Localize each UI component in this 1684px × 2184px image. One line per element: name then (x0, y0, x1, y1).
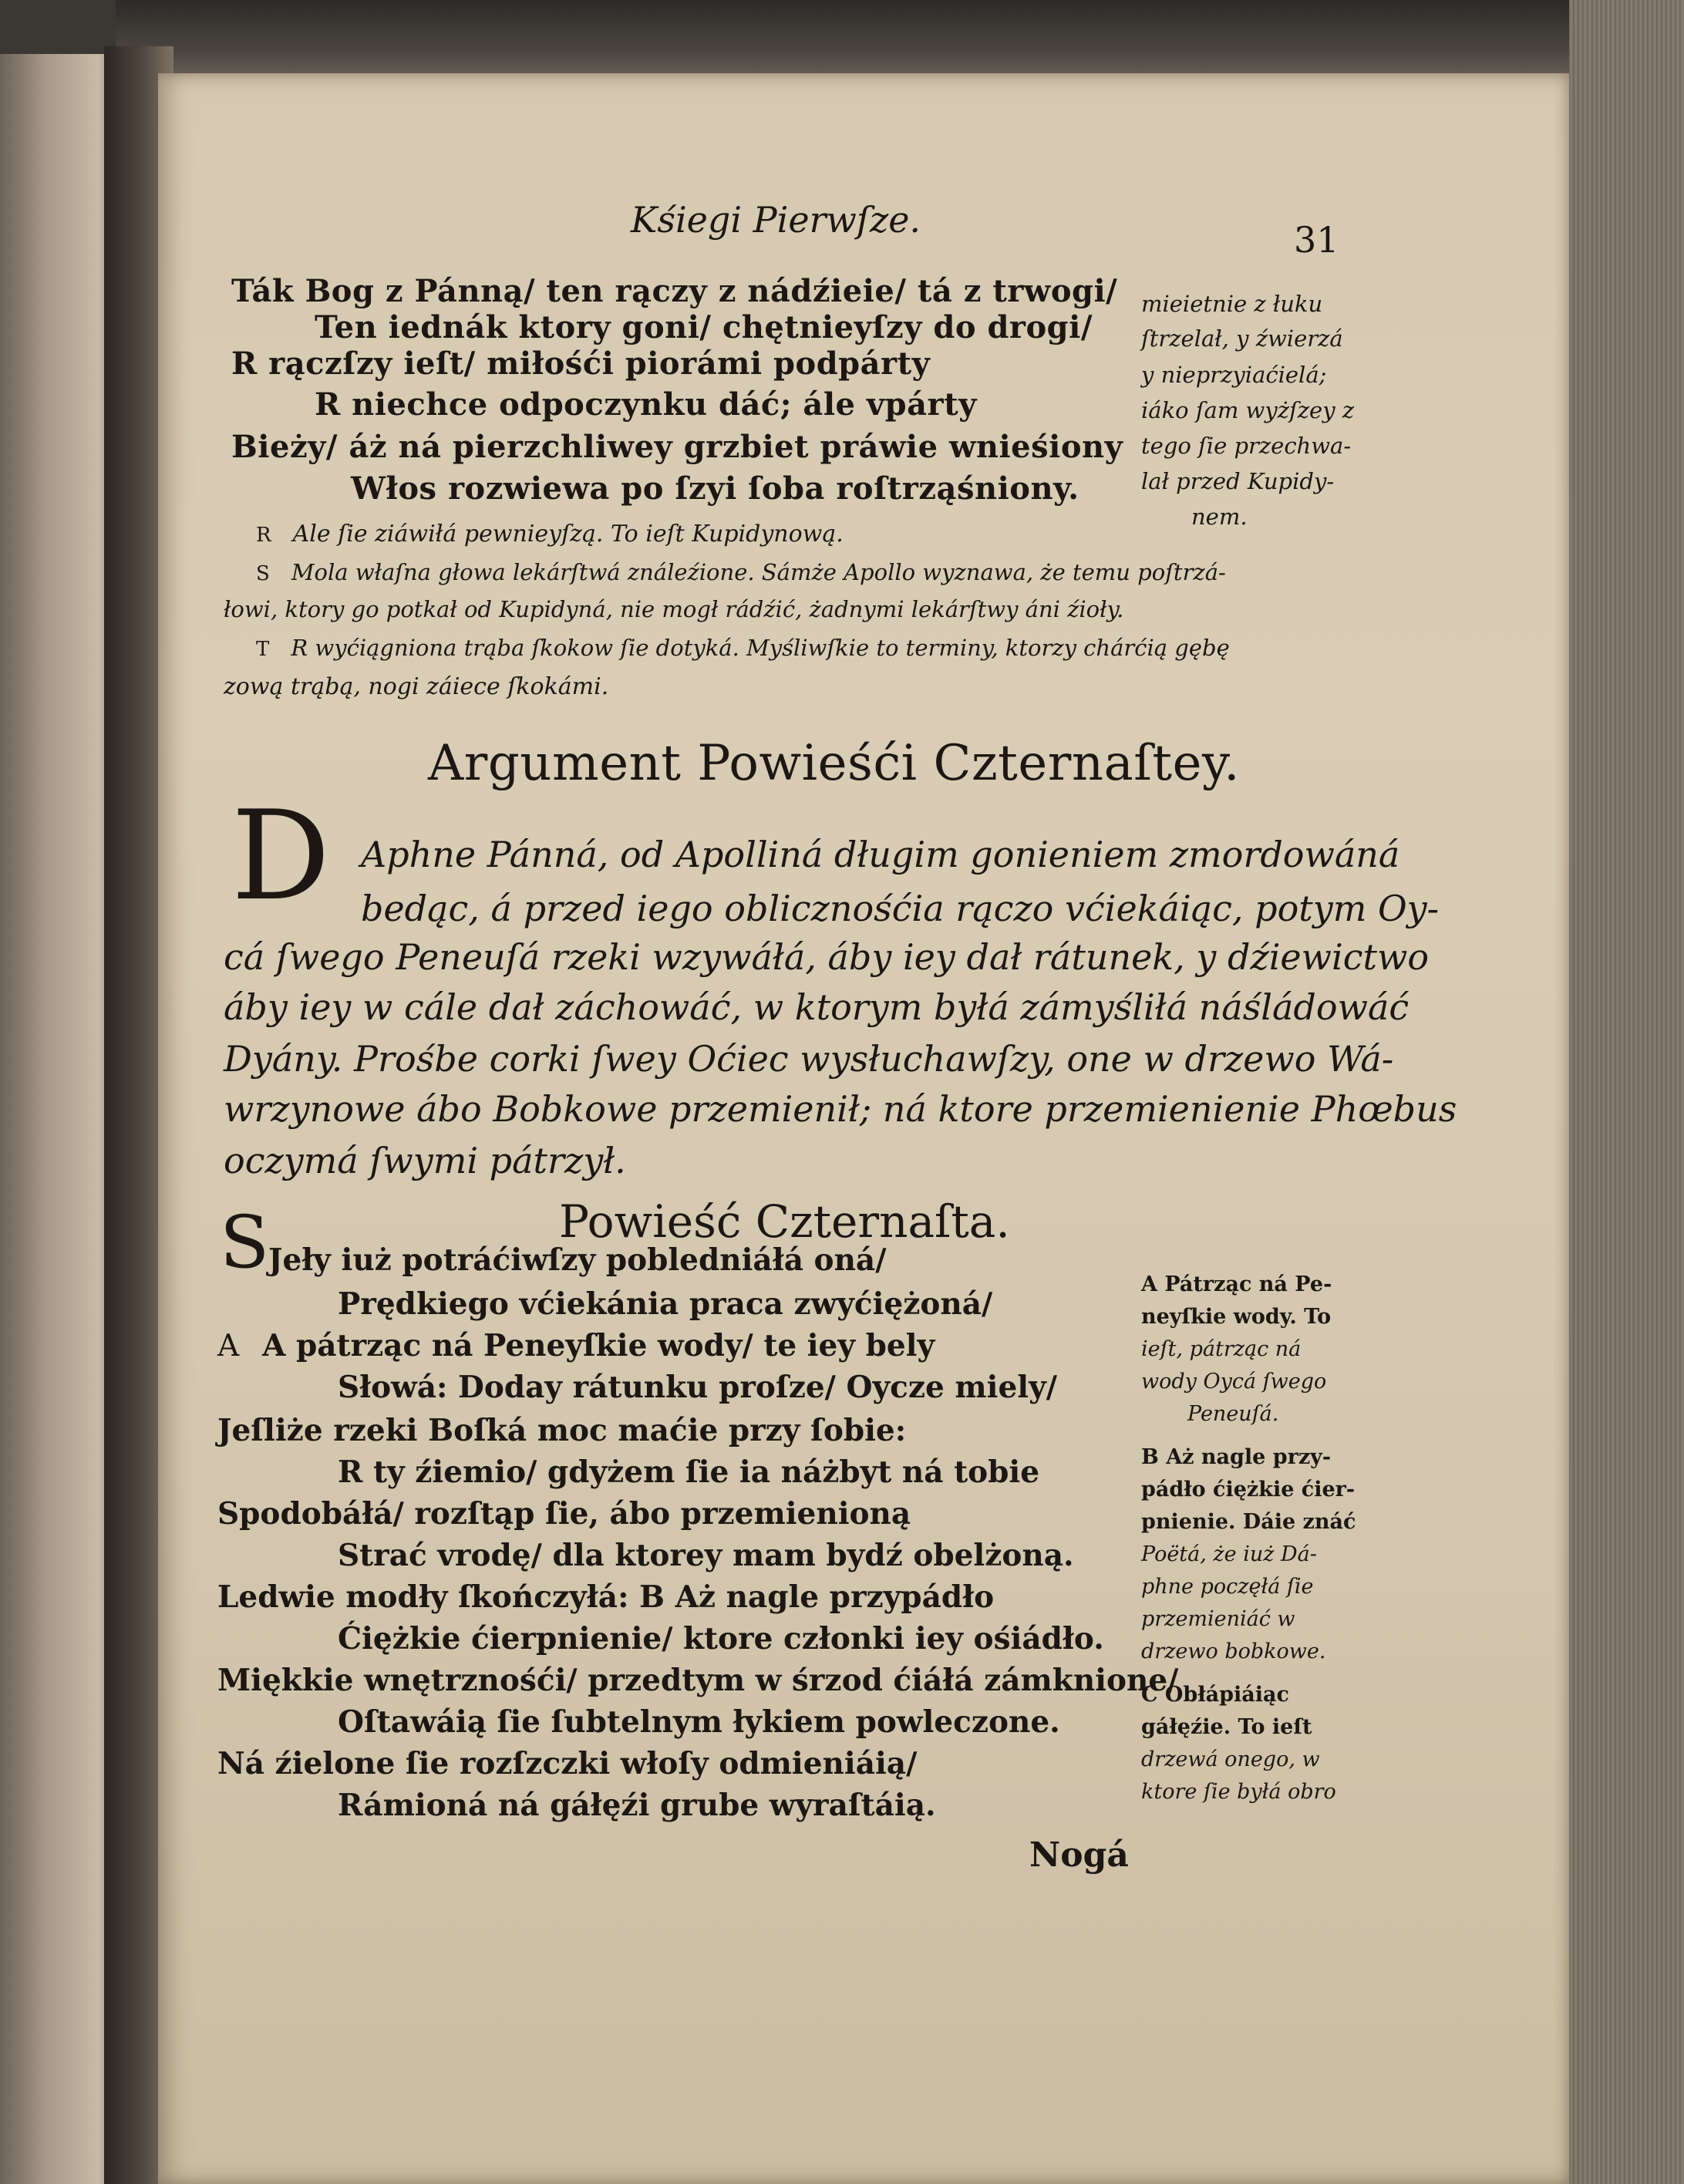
verse-line: Ná źielone ſie rozſzczki włoſy odmieniáią/ (217, 1746, 918, 1781)
margin-line: przemieniáć w (1141, 1607, 1295, 1631)
running-head-title: Kśiegi Pierwſze. (631, 199, 921, 241)
page-number: 31 (1294, 219, 1339, 261)
margin-line: ſtrzelał, y źwierzá (1141, 325, 1343, 352)
margin-line: phne poczęłá ſie (1141, 1575, 1314, 1599)
argument-line: bedąc, á przed iego oblicznośćia rączo vćiekáiąc, potym Oy- (361, 888, 1440, 929)
verse-line: Słowá: Doday rátunku proſze/ Oycze miely/ (338, 1370, 1058, 1405)
verse-line: Ták Bog z Pánną/ ten rączy z nádźieie/ tá z trwogi/ (231, 273, 1118, 309)
verse-line: A A pátrząc ná Peneyſkie wody/ te iey bely (217, 1328, 935, 1363)
footnote-line: zową trąbą, nogi záiece ſkokámi. (224, 673, 609, 700)
footnote-line: R Ale ſie ziáwiłá pewnieyſzą. To ieſt Kupidynową. (256, 521, 844, 548)
verse-line: Bieży/ áż ná pierzchliwey grzbiet práwie wnieśiony (231, 429, 1123, 465)
margin-line: B Aż nagle przy- (1141, 1445, 1332, 1469)
story-title: Powieść Czternaſta. (559, 1195, 1010, 1248)
drop-cap: S (220, 1201, 270, 1285)
margin-line: nem. (1191, 504, 1248, 530)
margin-line: tego ſie przechwa- (1141, 433, 1352, 459)
margin-line: C Obłápiáiąc (1141, 1683, 1289, 1707)
margin-line: pnienie. Dáie znáć (1141, 1510, 1356, 1534)
margin-line: mieietnie z łuku (1141, 291, 1323, 317)
verse-line: Rámioná ná gáłęźi grube wyraſtáią. (338, 1788, 936, 1823)
verse-line: Spodobáłá/ rozſtąp ſie, ábo przemienioną (217, 1496, 911, 1532)
margin-line: wody Oycá ſwego (1141, 1370, 1327, 1394)
margin-line: ktore ſie byłá obro (1141, 1780, 1336, 1804)
verse-line: Włos rozwiewa po ſzyi ſoba roſtrząśniony. (351, 470, 1079, 507)
verse-line: Ledwie modły ſkończyłá: B Aż nagle przypádło (217, 1579, 995, 1615)
margin-line: drzewo bobkowe. (1141, 1640, 1326, 1663)
verse-line: Oſtawáią ſie ſubtelnym łykiem powleczone. (338, 1704, 1060, 1740)
margin-line: pádło ćiężkie ćier- (1141, 1478, 1356, 1502)
margin-line: drzewá onego, w (1141, 1748, 1320, 1771)
argument-line: cá ſwego Peneuſá rzeki wzywáłá, áby iey dał rátunek, y dźiewictwo (224, 936, 1430, 978)
argument-line: Dyány. Prośbe corki ſwey Oćiec wysłuchawſzy, one w drzewo Wá- (224, 1038, 1394, 1080)
verse-line: Prędkiego vćiekánia praca zwyćiężoná/ (338, 1286, 993, 1322)
verse-line: Ten iednák ktory goni/ chętnieyſzy do drogi/ (315, 309, 1093, 345)
margin-line: gáłęźie. To ieſt (1141, 1715, 1312, 1739)
verse-line: Strać vrodę/ dla ktorey mam bydź obelżoną. (338, 1538, 1074, 1573)
argument-line: áby iey w cále dał záchowáć, w ktorym byłá zámyśliłá náśládowáć (224, 986, 1410, 1028)
margin-line: Poëtá, że iuż Dá- (1141, 1542, 1317, 1566)
book-top-edge (116, 0, 1581, 85)
verse-line: R rączſzy ieſt/ miłośći piorámi podpárty (231, 345, 931, 382)
margin-line: y nieprzyiaćielá; (1141, 362, 1327, 388)
margin-line: A Pátrząc ná Pe- (1141, 1272, 1332, 1296)
margin-line: iáko ſam wyżſzey z (1141, 397, 1355, 423)
margin-line: lał przed Kupidy- (1141, 468, 1335, 494)
margin-line: Peneuſá. (1187, 1402, 1279, 1426)
left-page-edge (0, 54, 116, 2184)
argument-line: oczymá ſwymi pátrzył. (224, 1140, 626, 1181)
verse-line: Jeły iuż potráćiwſzy pobledniáłá oná/ (268, 1242, 887, 1278)
margin-line: ieſt, pátrząc ná (1141, 1337, 1302, 1361)
catchword: Nogá (1029, 1835, 1129, 1875)
verse-line: Miękkie wnętrznośći/ przedtym w śrzod ćiáłá zámknione/ (217, 1663, 1179, 1698)
page-stack-edge (1569, 0, 1684, 2184)
argument-line: Aphne Pánná, od Apolliná długim gonieniem zmordowáná (361, 834, 1400, 875)
verse-line: Jeſliże rzeki Boſká moc maćie przy ſobie: (217, 1413, 907, 1448)
footnote-line: T R wyćiągniona trąba ſkokow ſie dotyká. Myśliwſkie to terminy, ktorzy chárćią gębę (256, 635, 1230, 661)
verse-line: R ty źiemio/ gdyżem ſie ia náżbyt ná tobie (338, 1454, 1040, 1490)
argument-line: wrzynowe ábo Bobkowe przemienił; ná ktore przemienienie Phœbus (224, 1088, 1457, 1130)
verse-line: Ćiężkie ćierpnienie/ ktore członki iey ośiádło. (338, 1621, 1104, 1657)
drop-cap: D (231, 784, 331, 928)
verse-line: R niechce odpoczynku dáć; ále vpárty (315, 386, 977, 423)
margin-line: neyſkie wody. To (1141, 1305, 1332, 1329)
argument-title: Argument Powieśći Czternaſtey. (428, 735, 1240, 792)
footnote-line: łowi, ktory go potkał od Kupidyná, nie mogł rádźić, żadnymi lekárſtwy áni źioły. (224, 596, 1124, 622)
footnote-line: S Mola właſna głowa lekárſtwá ználeźione. Sámże Apollo wyznawa, że temu poſtrzá- (256, 559, 1226, 585)
